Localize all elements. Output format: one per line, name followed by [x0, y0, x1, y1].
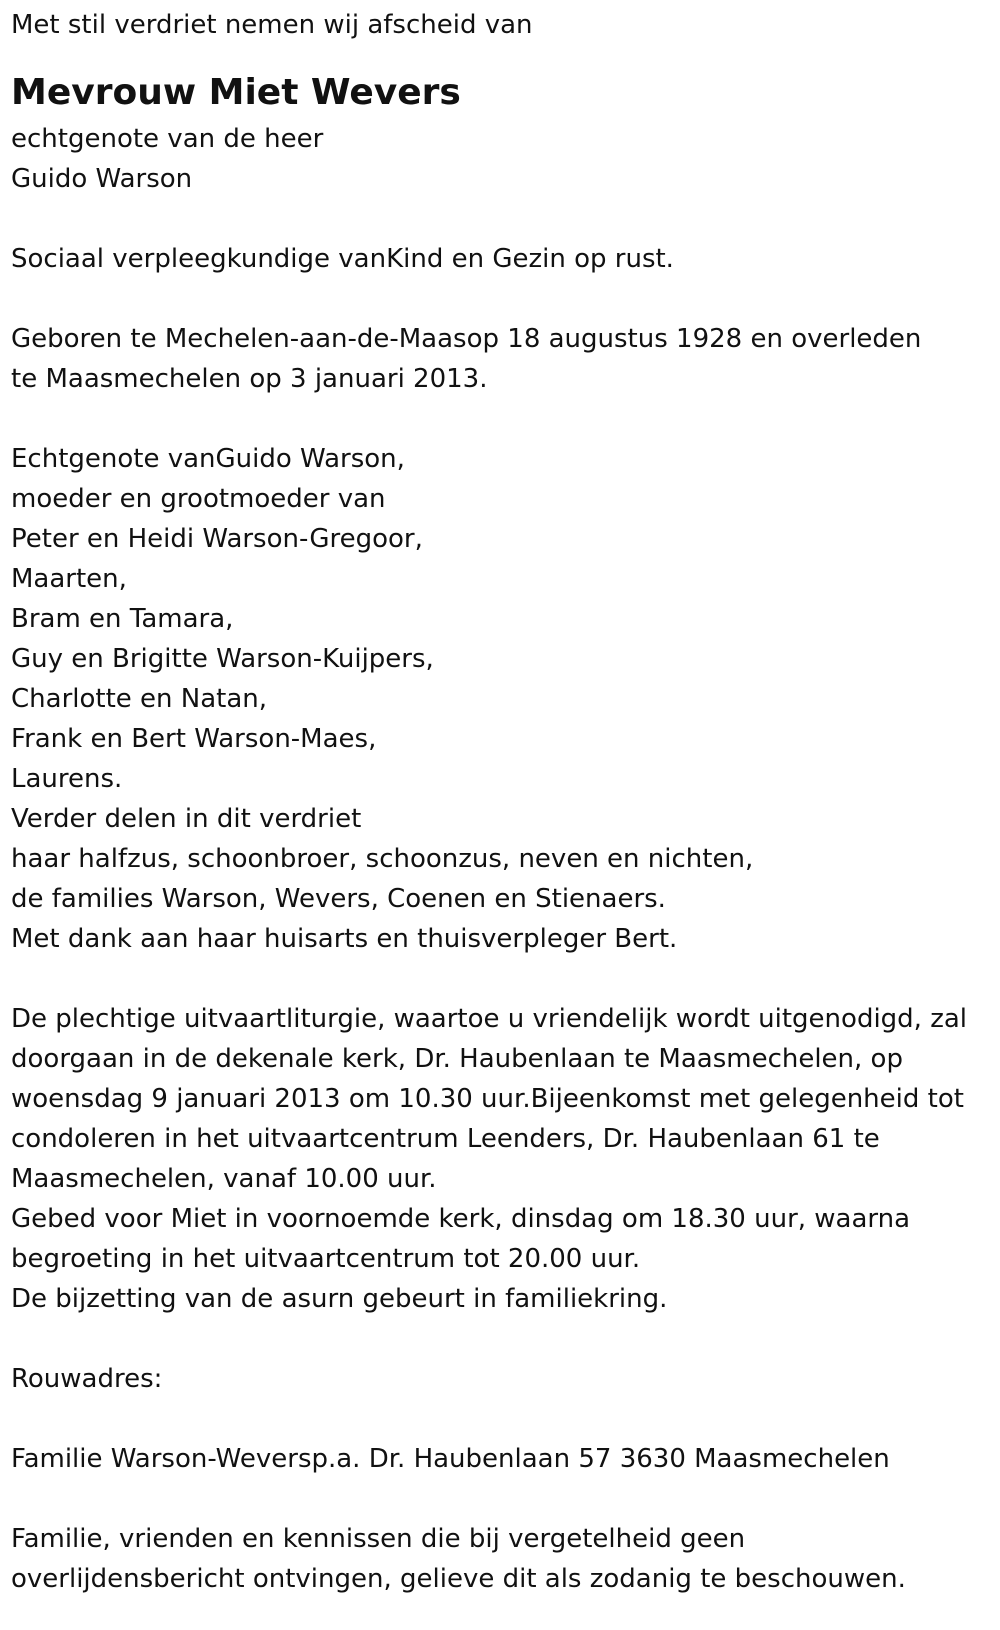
family-line: haar halfzus, schoonbroer, schoonzus, neven en nichten, [11, 844, 754, 874]
spacer [11, 959, 991, 999]
spacer [11, 199, 991, 239]
deceased-name: Mevrouw Miet Wevers [11, 72, 461, 113]
family-line: Charlotte en Natan, [11, 684, 268, 714]
spacer [11, 279, 991, 319]
funeral-line: De bijzetting van de asurn gebeurt in familiekring. [11, 1284, 668, 1314]
address-text: Familie Warson-Weversp.a. Dr. Haubenlaan 57 3630 Maasmechelen [11, 1444, 890, 1474]
birth-death-line: Geboren te Mechelen-aan-de-Maasop 18 augustus 1928 en overleden [11, 324, 922, 354]
family-line: Bram en Tamara, [11, 604, 234, 634]
family-line: Verder delen in dit verdriet [11, 804, 362, 834]
family-line: Echtgenote vanGuido Warson, [11, 444, 405, 474]
family-line: Maarten, [11, 564, 127, 594]
closing-block [11, 1519, 991, 1599]
birth-death-line: te Maasmechelen op 3 januari 2013. [11, 364, 488, 394]
family-line: Guy en Brigitte Warson-Kuijpers, [11, 644, 434, 674]
spacer [11, 1399, 991, 1439]
family-line: Met dank aan haar huisarts en thuisverpleger Bert. [11, 924, 678, 954]
family-line: moeder en grootmoeder van [11, 484, 386, 514]
funeral-line: Gebed voor Miet in voornoemde kerk, dinsdag om 18.30 uur, waarna [11, 1204, 911, 1234]
spouse-line: Guido Warson [11, 164, 193, 194]
spacer [11, 1319, 991, 1359]
funeral-line: begroeting in het uitvaartcentrum tot 20.00 uur. [11, 1244, 641, 1274]
spacer [11, 1479, 991, 1519]
funeral-line: De plechtige uitvaartliturgie, waartoe u vriendelijk wordt uitgenodigd, zal [11, 1004, 968, 1034]
funeral-line: doorgaan in de dekenale kerk, Dr. Haubenlaan te Maasmechelen, op [11, 1044, 903, 1074]
family-block [11, 439, 991, 959]
funeral-line: woensdag 9 januari 2013 om 10.30 uur.Bijeenkomst met gelegenheid tot [11, 1084, 964, 1114]
family-line: Peter en Heidi Warson-Gregoor, [11, 524, 423, 554]
funeral-block [11, 999, 991, 1319]
funeral-line: Maasmechelen, vanaf 10.00 uur. [11, 1164, 437, 1194]
spouse-line: echtgenote van de heer [11, 124, 324, 154]
closing-line: Familie, vrienden en kennissen die bij vergetelheid geen [11, 1524, 746, 1554]
address-label: Rouwadres: [11, 1364, 163, 1394]
birth-death-block [11, 319, 991, 399]
funeral-line: condoleren in het uitvaartcentrum Leenders, Dr. Haubenlaan 61 te [11, 1124, 880, 1154]
obituary-notice [11, 5, 991, 1599]
family-line: Frank en Bert Warson-Maes, [11, 724, 377, 754]
closing-line: overlijdensbericht ontvingen, gelieve dit als zodanig te beschouwen. [11, 1564, 906, 1594]
family-line: Laurens. [11, 764, 123, 794]
spacer [11, 399, 991, 439]
family-line: de families Warson, Wevers, Coenen en Stienaers. [11, 884, 666, 914]
profession-text: Sociaal verpleegkundige vanKind en Gezin op rust. [11, 244, 674, 274]
intro-text: Met stil verdriet nemen wij afscheid van [11, 10, 533, 40]
spouse-block [11, 119, 991, 199]
